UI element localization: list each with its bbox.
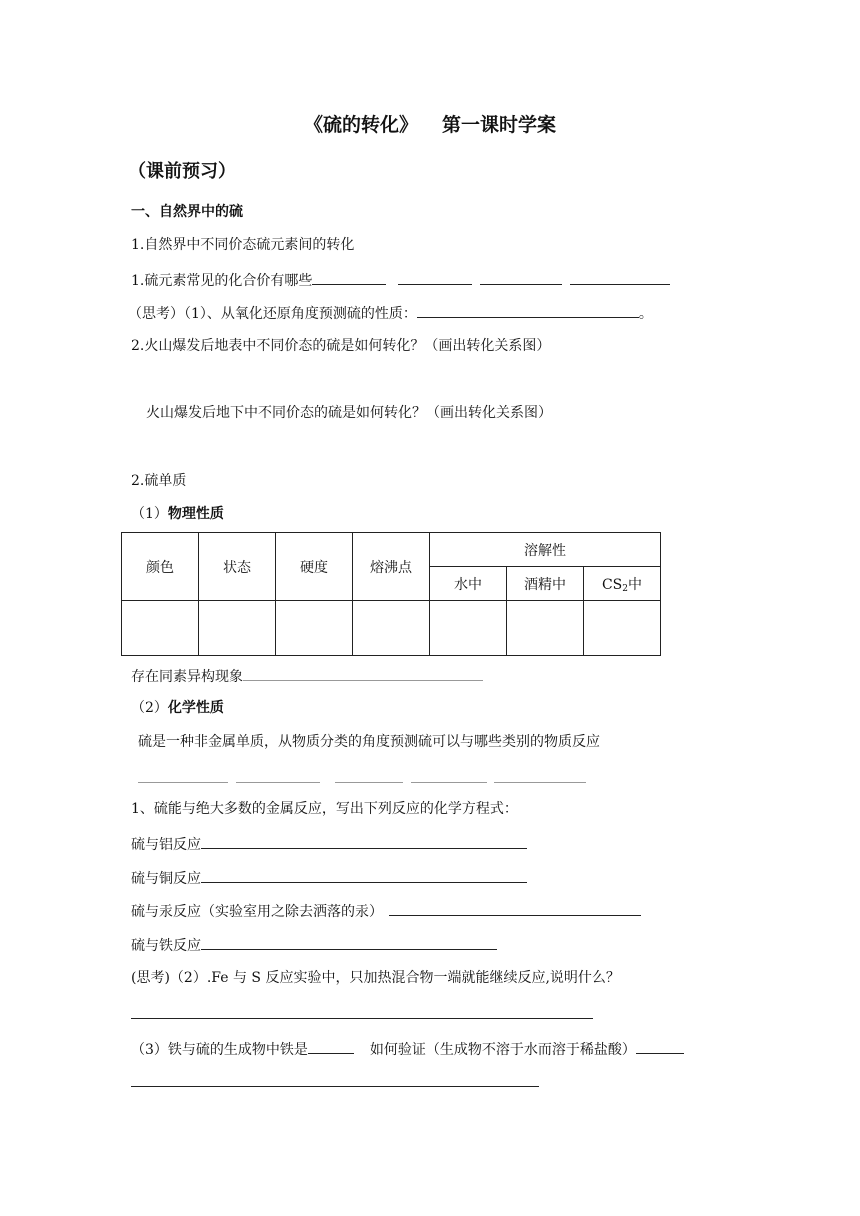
physical-title: 物理性质 — [167, 506, 224, 522]
reaction-label: 硫与铝反应 — [131, 837, 201, 853]
reaction-label: 硫与铁反应 — [131, 938, 201, 954]
table-cell[interactable] — [430, 601, 507, 656]
answer-blank[interactable] — [335, 782, 403, 783]
reaction-mercury — [131, 903, 641, 919]
table-cell[interactable] — [507, 601, 584, 656]
question-3-part-2: 如何验证（生成物不溶于水而溶于稀盐酸） — [369, 1042, 636, 1058]
chemical-properties-heading — [131, 701, 224, 715]
answer-blank[interactable] — [201, 836, 527, 849]
answer-line[interactable] — [131, 1086, 539, 1087]
table-header-color: 颜色 — [122, 533, 199, 601]
metals-intro: 1、硫能与绝大多数的金属反应，写出下列反应的化学方程式： — [131, 801, 518, 817]
table-cell[interactable] — [584, 601, 661, 656]
answer-blank[interactable] — [494, 782, 586, 783]
answer-blank[interactable] — [411, 782, 487, 783]
physical-properties-table — [121, 532, 661, 656]
chemical-label: （2） — [131, 700, 168, 716]
answer-line[interactable] — [131, 1018, 593, 1019]
table-cell[interactable] — [276, 601, 353, 656]
table-cell[interactable] — [199, 601, 276, 656]
table-header-solubility: 溶解性 — [430, 533, 661, 567]
valence-question-text: 1.硫元素常见的化合价有哪些 — [131, 273, 313, 289]
table-subheader-cs2 — [584, 567, 661, 601]
answer-blank[interactable] — [636, 1041, 684, 1054]
think-1-text: （思考）（1）、从氧化还原角度预测硫的性质： — [128, 306, 417, 322]
section-1-item-2b: 火山爆发后地下中不同价态的硫是如何转化？（画出转化关系图） — [146, 405, 552, 421]
section-1-item-1: 1.自然界中不同价态硫元素间的转化 — [131, 237, 355, 253]
allotrope-text: 存在同素异构现象 — [131, 669, 243, 685]
section-1-item-2: 2.火山爆发后地表中不同价态的硫是如何转化？（画出转化关系图） — [131, 338, 551, 354]
title-part-2: 第一课时学案 — [442, 114, 557, 136]
answer-blank[interactable] — [308, 1041, 354, 1054]
answer-blank[interactable] — [201, 937, 497, 950]
answer-blank[interactable] — [398, 272, 472, 285]
cs2-subscript: 2 — [622, 583, 629, 594]
answer-blank[interactable] — [243, 668, 483, 681]
table-cell[interactable] — [122, 601, 199, 656]
table-header-melting-boiling: 熔沸点 — [353, 533, 430, 601]
answer-blank[interactable] — [389, 903, 641, 916]
cs2-prefix: CS — [601, 576, 623, 593]
answer-blank[interactable] — [570, 272, 670, 285]
table-subheader-alcohol: 酒精中 — [507, 567, 584, 601]
think-1 — [128, 305, 653, 321]
answer-blank[interactable] — [236, 782, 320, 783]
physical-label: （1） — [131, 506, 168, 522]
cs2-suffix: 中 — [628, 576, 643, 593]
think-1-end: 。 — [638, 306, 653, 322]
chemical-title: 化学性质 — [167, 700, 224, 716]
chemical-intro: 硫是一种非金属单质，从物质分类的角度预测硫可以与哪些类别的物质反应 — [138, 734, 600, 750]
title-part-1: 《硫的转化》 — [303, 114, 418, 136]
answer-blank[interactable] — [312, 272, 386, 285]
preview-heading: （课前预习） — [128, 161, 236, 182]
think-2: (思考)（2）.Fe 与 S 反应实验中，只加热混合物一端就能继续反应,说明什么？ — [131, 970, 620, 986]
answer-blank[interactable] — [480, 272, 562, 285]
answer-blank[interactable] — [201, 870, 527, 883]
section-1-heading: 一、自然界中的硫 — [131, 204, 243, 220]
reaction-label: 硫与汞反应（实验室用之除去洒落的汞） — [131, 904, 383, 920]
section-2-heading: 2.硫单质 — [131, 473, 187, 489]
reaction-label: 硫与铜反应 — [131, 871, 201, 887]
question-3 — [131, 1041, 684, 1057]
reaction-aluminum — [131, 836, 527, 852]
table-header-hardness: 硬度 — [276, 533, 353, 601]
answer-blank[interactable] — [417, 305, 639, 318]
allotrope-line — [131, 668, 483, 684]
answer-blank[interactable] — [138, 782, 228, 783]
reaction-iron — [131, 937, 497, 953]
valence-question — [131, 272, 670, 288]
reaction-copper — [131, 870, 527, 886]
physical-properties-heading — [131, 507, 224, 521]
page-title — [0, 116, 860, 135]
table-subheader-water: 水中 — [430, 567, 507, 601]
question-3-part-1: （3）铁与硫的生成物中铁是 — [131, 1042, 308, 1058]
table-header-state: 状态 — [199, 533, 276, 601]
table-cell[interactable] — [353, 601, 430, 656]
